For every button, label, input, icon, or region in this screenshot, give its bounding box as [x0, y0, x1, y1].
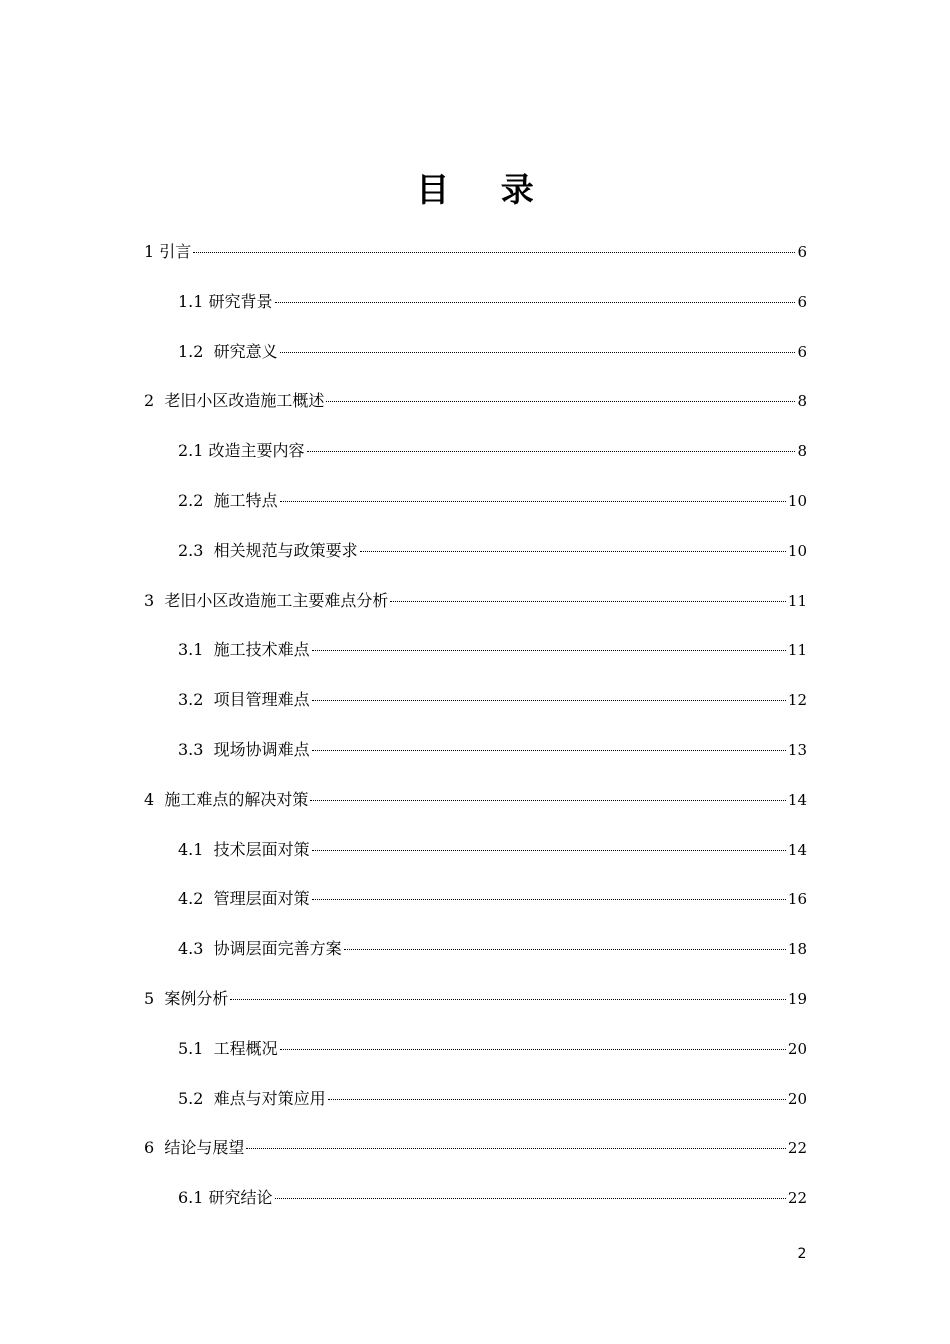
toc-entry[interactable]: [144, 984, 807, 1014]
toc-entry-page: 6: [797, 292, 807, 311]
toc-entry-title: 1.2 研究意义: [178, 341, 278, 361]
toc-entry-page: 14: [787, 840, 807, 859]
toc-entry[interactable]: [178, 436, 807, 466]
toc-entry[interactable]: [144, 1133, 807, 1163]
toc-dot-leader: [193, 252, 795, 253]
toc-dot-leader: [280, 501, 786, 502]
toc-entry-page: 16: [787, 890, 807, 909]
toc-entry-page: 20: [787, 1089, 807, 1108]
toc-entry-title: 4.1 技术层面对策: [178, 839, 310, 859]
page-number: 2: [797, 1246, 807, 1262]
toc-entry-page: 14: [787, 790, 807, 809]
toc-entry-page: 13: [787, 741, 807, 759]
toc-entry-title: 6 结论与展望: [144, 1138, 245, 1158]
toc-dot-leader: [275, 1198, 786, 1199]
toc-entry-title: 3.2 项目管理难点: [178, 690, 310, 710]
toc-entry[interactable]: [144, 586, 807, 616]
toc-entry[interactable]: [178, 1084, 807, 1114]
toc-entry-title: 1.1 研究背景: [178, 291, 273, 311]
toc-entry[interactable]: [178, 1183, 807, 1213]
toc-entry-title: 5.1 工程概况: [178, 1038, 278, 1058]
toc-entry[interactable]: [178, 287, 807, 317]
toc-entry-page: 22: [787, 1139, 807, 1158]
toc-dot-leader: [326, 401, 795, 402]
toc-entry-title: 3 老旧小区改造施工主要难点分析: [144, 590, 389, 610]
toc-entry-page: 10: [787, 541, 807, 560]
toc-dot-leader: [312, 850, 786, 851]
toc-dot-leader: [344, 949, 786, 950]
toc-dot-leader: [312, 899, 786, 900]
toc-entry-title: 1 引言: [144, 242, 192, 261]
toc-entry-title: 2 老旧小区改造施工概述: [144, 391, 325, 411]
toc-entry-page: 12: [787, 691, 807, 710]
toc-entry[interactable]: [144, 785, 807, 815]
toc-dot-leader: [312, 650, 786, 651]
page-title: 目 录: [416, 170, 554, 209]
toc-entry-page: 20: [787, 1039, 807, 1058]
toc-dot-leader: [360, 551, 786, 552]
toc-entry[interactable]: [144, 237, 807, 267]
toc-entry-page: 8: [797, 392, 807, 411]
toc-entry-title: 2.2 施工特点: [178, 491, 278, 510]
toc-entry[interactable]: [178, 685, 807, 715]
toc-entry-title: 3.1 施工技术难点: [178, 640, 310, 660]
toc-entry[interactable]: [178, 934, 807, 964]
toc-entry-page: 8: [797, 442, 807, 461]
toc-entry-page: 11: [787, 591, 807, 610]
toc-entry-title: 2.1 改造主要内容: [178, 441, 305, 461]
toc-entry-page: 11: [787, 641, 807, 660]
toc-entry[interactable]: [144, 386, 807, 416]
toc-entry-title: 5 案例分析: [144, 989, 229, 1008]
toc-entry[interactable]: [178, 486, 807, 516]
toc-entry-title: 4.2 管理层面对策: [178, 889, 310, 909]
toc-dot-leader: [307, 451, 796, 452]
toc-entry[interactable]: [178, 1034, 807, 1064]
toc-dot-leader: [246, 1148, 786, 1149]
toc-dot-leader: [390, 601, 786, 602]
toc-entry[interactable]: [178, 735, 807, 765]
toc-entry-page: 22: [787, 1189, 807, 1208]
toc-dot-leader: [312, 700, 786, 701]
toc-entry-page: 10: [787, 492, 807, 510]
toc-entry-title: 6.1 研究结论: [178, 1188, 273, 1208]
toc-dot-leader: [328, 1099, 786, 1100]
toc-entry-page: 19: [787, 990, 807, 1008]
toc-dot-leader: [310, 800, 786, 801]
toc-entry[interactable]: [178, 635, 807, 665]
toc-entry-title: 5.2 难点与对策应用: [178, 1088, 326, 1108]
toc-entry[interactable]: [178, 835, 807, 865]
toc-entry-page: 6: [797, 342, 807, 361]
toc-entry[interactable]: [178, 884, 807, 914]
toc-entry-title: 3.3 现场协调难点: [178, 740, 310, 759]
toc-dot-leader: [275, 302, 796, 303]
toc-entry[interactable]: [178, 337, 807, 367]
toc-entry-page: 6: [797, 243, 807, 261]
toc-dot-leader: [280, 352, 796, 353]
toc-entry[interactable]: [178, 536, 807, 566]
toc-entry-title: 4.3 协调层面完善方案: [178, 939, 342, 959]
toc-entry-page: 18: [787, 940, 807, 959]
toc-dot-leader: [312, 750, 786, 751]
toc-entry-title: 2.3 相关规范与政策要求: [178, 540, 358, 560]
toc-dot-leader: [280, 1049, 786, 1050]
toc-dot-leader: [230, 999, 786, 1000]
toc-entry-title: 4 施工难点的解决对策: [144, 789, 309, 809]
